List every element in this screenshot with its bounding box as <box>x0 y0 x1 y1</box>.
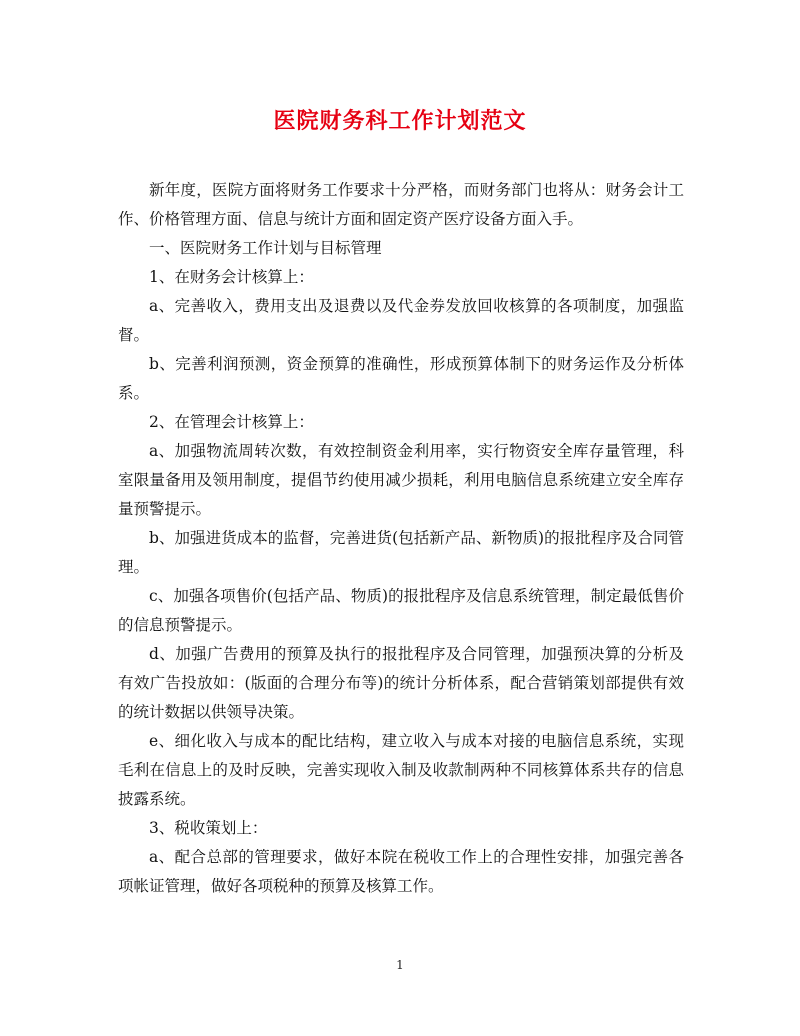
paragraph-1a: a、完善收入，费用支出及退费以及代金券发放回收核算的各项制度，加强监督。 <box>118 297 684 344</box>
document-body <box>118 176 684 901</box>
heading-tax-planning: 3、税收策划上： <box>149 819 268 837</box>
page-number: 1 <box>396 958 404 972</box>
document-title: 医院财务科工作计划范文 <box>273 108 527 134</box>
paragraph-2a: a、加强物流周转次数，有效控制资金利用率，实行物资安全库存量管理，科室限量备用及领用制度，提倡节约使用减少损耗，利用电脑信息系统建立安全库存量预警提示。 <box>118 442 684 518</box>
paragraph-2c: c、加强各项售价(包括产品、物质)的报批程序及信息系统管理，制定最低售价的信息预警提示。 <box>118 587 684 634</box>
paragraph-intro: 新年度，医院方面将财务工作要求十分严格，而财务部门也将从：财务会计工作、价格管理方面、信息与统计方面和固定资产医疗设备方面入手。 <box>118 181 684 228</box>
paragraph-3a: a、配合总部的管理要求，做好本院在税收工作上的合理性安排，加强完善各项帐证管理，做好各项税种的预算及核算工作。 <box>118 848 684 895</box>
paragraph-2b: b、加强进货成本的监督，完善进货(包括新产品、新物质)的报批程序及合同管理。 <box>118 529 684 576</box>
paragraph-2d: d、加强广告费用的预算及执行的报批程序及合同管理，加强预决算的分析及有效广告投放如：(版面的合理分布等)的统计分析体系，配合营销策划部提供有效的统计数据以供领导决策。 <box>118 645 684 721</box>
heading-financial-accounting: 1、在财务会计核算上： <box>149 268 314 286</box>
paragraph-2e: e、细化收入与成本的配比结构，建立收入与成本对接的电脑信息系统，实现毛利在信息上的及时反映，完善实现收入制及收款制两种不同核算体系共存的信息披露系统。 <box>118 732 684 808</box>
heading-section-1: 一、医院财务工作计划与目标管理 <box>149 239 382 257</box>
paragraph-1b: b、完善利润预测，资金预算的准确性，形成预算体制下的财务运作及分析体系。 <box>118 355 684 402</box>
heading-management-accounting: 2、在管理会计核算上： <box>149 413 314 431</box>
